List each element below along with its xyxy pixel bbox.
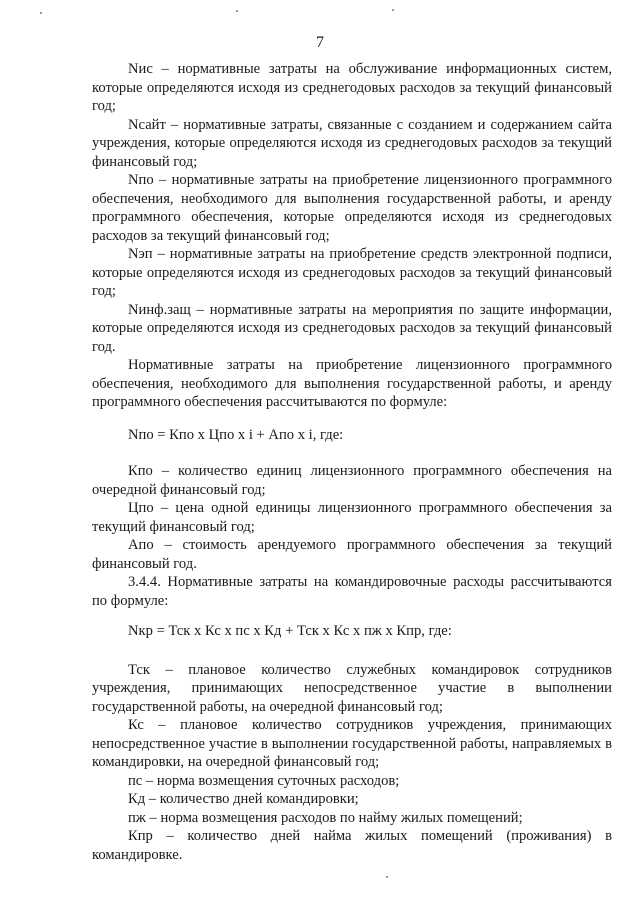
paragraph-kpr: Кпр – количество дней найма жилых помещений (проживания) в командировке. <box>92 828 612 863</box>
scan-speck <box>40 12 42 14</box>
formula-travel: Nкр = Тск х Кс х пс х Кд + Тск х Кс х пж х Кпр, где: <box>128 623 452 639</box>
paragraph-tsk: Тск – плановое количество служебных командировок сотрудников учреждения, принимающих непосредственное участие в выполнении государственной работы, на очередной финансовый год; <box>92 661 612 715</box>
scan-speck <box>236 10 238 12</box>
scan-speck <box>392 9 394 11</box>
document-body <box>92 60 612 864</box>
paragraph-nep: Nэп – нормативные затраты на приобретение средств электронной подписи, которые определяются исходя из среднегодовых расходов за текущий финансовый год; <box>92 246 612 299</box>
paragraph-nsait: Nсайт – нормативные затраты, связанные с созданием и содержанием сайта учреждения, которые определяются исходя из среднегодовых расходов за текущий финансовый год; <box>92 116 612 170</box>
formula-software: Nпо = Кпо х Цпо х i + Апо х i, где: <box>128 426 344 443</box>
paragraph-nis: Nис – нормативные затраты на обслуживание информационных систем, которые определяются исходя из среднегодовых расходов за текущий финансовый год; <box>92 61 612 114</box>
paragraph-kd: Кд – количество дней командировки; <box>128 791 359 807</box>
paragraph-ninf-zasch: Nинф.защ – нормативные затраты на мероприятия по защите информации, которые определяются исходя из среднегодовых расходов за текущий финансовый год. <box>92 301 612 355</box>
paragraph-tspo: Цпо – цена одной единицы лицензионного программного обеспечения за текущий финансовый год; <box>92 500 612 535</box>
paragraph-ps: пс – норма возмещения суточных расходов; <box>128 772 400 789</box>
scan-speck <box>386 876 388 878</box>
paragraph-pzh: пж – норма возмещения расходов по найму жилых помещений; <box>128 809 523 826</box>
paragraph-apo: Апо – стоимость арендуемого программного обеспечения за текущий финансовый год. <box>92 537 612 572</box>
paragraph-software-costs: Нормативные затраты на приобретение лицензионного программного обеспечения, необходимого для выполнения государственной работы, и аренду программного обеспечения рассчитываются по формуле: <box>92 357 612 410</box>
page-number: 7 <box>316 34 324 51</box>
paragraph-npo: Nпо – нормативные затраты на приобретение лицензионного программного обеспечения, необходимого для выполнения государственной работы, и аренду программного обеспечения, которые определяются исходя из среднегодовых расходов за текущий финансовый год; <box>92 172 612 244</box>
paragraph-section-3-4-4: 3.4.4. Нормативные затраты на командировочные расходы рассчитываются по формуле: <box>92 574 612 609</box>
paragraph-kpo: Кпо – количество единиц лицензионного программного обеспечения на очередной финансовый год; <box>92 463 612 498</box>
paragraph-ks: Кс – плановое количество сотрудников учреждения, принимающих непосредственное участие в выполнении государственной работы, направляемых в командировки, на очередной финансовый год; <box>92 717 612 770</box>
